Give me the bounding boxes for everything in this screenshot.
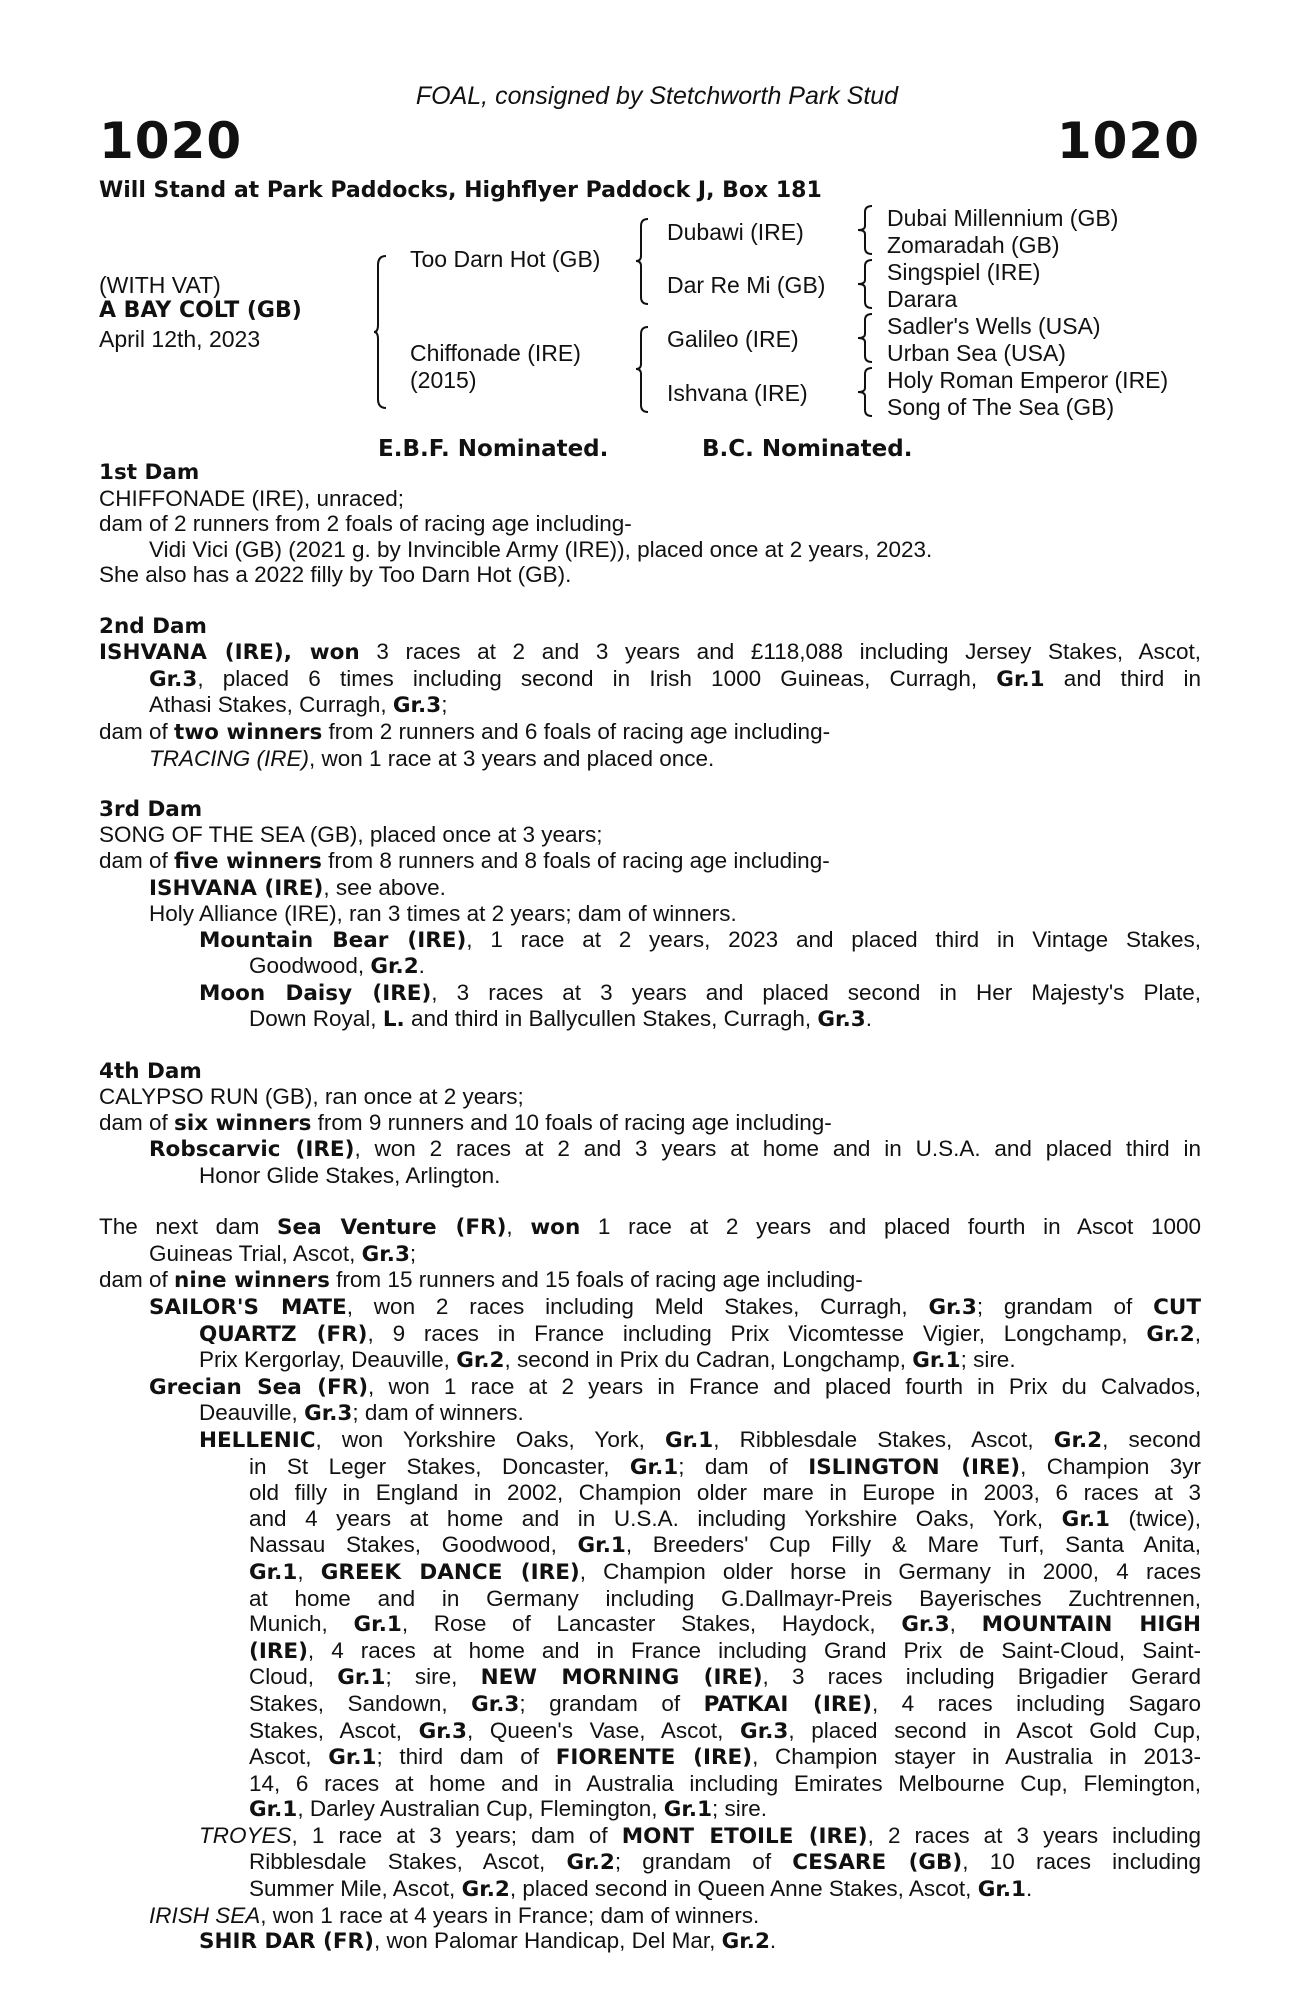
text: ; — [409, 1240, 417, 1266]
text: ; — [441, 692, 448, 718]
text: ; sire, — [385, 1664, 481, 1690]
pedigree-notes — [99, 460, 1201, 1955]
text: , — [297, 1558, 321, 1584]
text: Athasi Stakes, Curragh, — [149, 692, 393, 718]
horse-name: Grecian Sea (FR) — [149, 1374, 369, 1400]
next-dam-line — [99, 1849, 1201, 1876]
horse-name: MONT ETOILE (IRE) — [621, 1823, 868, 1849]
text: and 4 years at home and in U.S.A. including Yorkshire Oaks, York, — [249, 1505, 1062, 1531]
text: , Breeders' Cup Filly & Mare Turf, Santa Anita, — [625, 1532, 1201, 1558]
text: , Darley Australian Cup, Flemington, — [297, 1796, 664, 1822]
text: Deauville, — [199, 1400, 305, 1426]
horse-name: CESARE (GB) — [792, 1850, 963, 1876]
consigner-line: FOAL, consigned by Stetchworth Park Stud — [415, 82, 899, 110]
text: ; grandam of — [614, 1849, 793, 1875]
text: ; dam of winners. — [352, 1400, 524, 1426]
fourth-dam-line: CALYPSO RUN (GB), ran once at 2 years; — [99, 1084, 524, 1110]
next-dam-line: old filly in England in 2002, Champion older mare in Europe in 2003, 6 races at 3 — [249, 1480, 1201, 1506]
first-dam-line: CHIFFONADE (IRE), unraced; — [99, 485, 405, 511]
text: Down Royal, — [249, 1006, 383, 1032]
second-dam-line — [99, 666, 1201, 693]
horse-name: TROYES — [199, 1822, 292, 1848]
text: The next dam — [99, 1214, 278, 1240]
horse-name: NEW MORNING (IRE) — [480, 1665, 763, 1691]
text: , won Yorkshire Oaks, York, — [315, 1426, 665, 1452]
text: Nassau Stakes, Goodwood, — [249, 1532, 578, 1558]
horse-name: Moon Daisy (IRE) — [199, 980, 432, 1006]
text: , — [506, 1214, 531, 1240]
pedigree-bracket-main — [374, 255, 394, 410]
text: dam of — [99, 1267, 175, 1293]
grade: L. — [382, 1007, 405, 1033]
fourth-dam-heading: 4th Dam — [99, 1058, 202, 1084]
text: , won 1 race at 3 years and placed once. — [309, 745, 715, 771]
text: , won 1 race at 2 years in France and placed fourth in Prix du Calvados, — [368, 1373, 1201, 1399]
text: , 1 race at 2 years, 2023 and placed third in Vintage Stakes, — [466, 926, 1202, 952]
bc-nomination: B.C. Nominated. — [702, 436, 913, 462]
pedigree-bracket-dd — [858, 367, 876, 419]
grade: Gr.3 — [928, 1295, 977, 1320]
horse-name: Robscarvic (IRE) — [149, 1137, 355, 1163]
text: . — [1026, 1876, 1033, 1902]
text: from 8 runners and 8 foals of racing age including- — [321, 847, 830, 873]
grade: Gr.3 — [817, 1007, 866, 1033]
next-dam-line — [99, 1532, 1201, 1559]
text: Goodwood, — [249, 953, 371, 979]
winners-count: nine winners — [174, 1268, 330, 1294]
lot-description: A BAY COLT (GB) — [99, 298, 302, 323]
next-dam-line — [99, 1718, 1201, 1745]
text: , won 2 races including Meld Stakes, Curragh, — [346, 1294, 929, 1319]
lot-number-left: 1020 — [99, 112, 243, 170]
fourth-dam-line — [99, 1110, 1201, 1137]
grade: Gr.3 — [392, 693, 442, 719]
text: ; sire. — [960, 1347, 1016, 1373]
text: Cloud, — [249, 1664, 338, 1690]
third-dam-line — [99, 980, 1201, 1007]
text: ; grandam of — [519, 1690, 704, 1716]
text: , Champion stayer in Australia in 2013- — [752, 1744, 1201, 1770]
text: , Ribblesdale Stakes, Ascot, — [713, 1426, 1054, 1452]
text: dam of — [99, 718, 175, 744]
horse-name: MOUNTAIN HIGH — [981, 1612, 1202, 1638]
second-dam-line — [99, 692, 1201, 719]
next-dam-line — [99, 1744, 1201, 1771]
dam-sire-sire: Sadler's Wells (USA) — [887, 313, 1101, 339]
won: won — [530, 1215, 581, 1241]
text: ; dam of — [678, 1453, 809, 1479]
horse-name: IRISH SEA — [149, 1902, 261, 1928]
grade: Gr.1 — [577, 1533, 626, 1559]
second-dam-line — [99, 746, 1201, 772]
sire-sire-dam: Zomaradah (GB) — [887, 232, 1060, 258]
next-dam-line — [99, 1347, 1201, 1374]
horse-name: HELLENIC — [199, 1427, 316, 1453]
fourth-dam-line — [99, 1136, 1201, 1163]
grade: Gr.1 — [337, 1665, 386, 1691]
next-dam-line — [99, 1267, 1201, 1294]
text: 1 race at 2 years and placed fourth in Ascot 1000 — [580, 1214, 1201, 1240]
grade: Gr.1 — [996, 666, 1045, 692]
text: , placed second in Queen Anne Stakes, Ascot, — [509, 1876, 978, 1902]
dam-dam-dam: Song of The Sea (GB) — [887, 394, 1115, 420]
lot-number-right: 1020 — [1056, 112, 1200, 170]
horse-name: GREEK DANCE (IRE) — [320, 1559, 580, 1585]
next-dam-line — [99, 1374, 1201, 1401]
third-dam-line — [99, 848, 1201, 875]
second-dam-heading: 2nd Dam — [99, 613, 207, 639]
foaling-date: April 12th, 2023 — [99, 326, 261, 352]
first-dam-line: dam of 2 runners from 2 foals of racing age including- — [99, 511, 632, 537]
third-dam-line: SONG OF THE SEA (GB), placed once at 3 years; — [99, 822, 603, 848]
horse-name: ISLINGTON (IRE) — [808, 1454, 1021, 1480]
grade: Gr.1 — [912, 1348, 961, 1374]
next-dam-line — [99, 1506, 1201, 1533]
first-dam-heading: 1st Dam — [99, 460, 200, 485]
horse-name: PATKAI (IRE) — [703, 1691, 872, 1717]
grade: Gr.1 — [977, 1877, 1026, 1903]
text: from 9 runners and 10 foals of racing age including- — [311, 1109, 832, 1135]
text: , placed 6 times including second in Irish 1000 Guineas, Curragh, — [197, 665, 997, 691]
sire-dam-sire: Singspiel (IRE) — [887, 259, 1041, 285]
grade: Gr.1 — [249, 1559, 298, 1585]
text: , 4 races including Sagaro — [871, 1690, 1201, 1716]
text: , Queen's Vase, Ascot, — [466, 1717, 741, 1743]
winners-count: two winners — [174, 719, 323, 745]
sire-dam: Dar Re Mi (GB) — [667, 272, 826, 298]
winners-count: six winners — [174, 1110, 312, 1136]
next-dam-line — [99, 1559, 1201, 1586]
text: , won Palomar Handicap, Del Mar, — [373, 1928, 722, 1954]
grade: Gr.1 — [249, 1797, 298, 1823]
text: (twice), — [1109, 1505, 1202, 1531]
text: Stakes, Ascot, — [249, 1717, 419, 1743]
next-dam-line — [99, 1664, 1201, 1691]
grade: Gr.3 — [901, 1612, 950, 1638]
grade: Gr.2 — [456, 1348, 505, 1374]
stand-location: Will Stand at Park Paddocks, Highflyer Paddock J, Box 181 — [99, 178, 822, 203]
grade: Gr.2 — [370, 954, 419, 980]
next-dam-line — [99, 1400, 1201, 1427]
next-dam-line — [99, 1214, 1201, 1241]
grade: Gr.2 — [461, 1877, 510, 1903]
second-dam-line — [99, 719, 1201, 746]
text: , placed second in Ascot Gold Cup, — [788, 1717, 1201, 1743]
ebf-nomination: E.B.F. Nominated. — [378, 436, 609, 462]
text: ; sire. — [712, 1796, 768, 1822]
grade: Gr.2 — [1146, 1321, 1195, 1347]
grade: Gr.3 — [361, 1241, 410, 1267]
next-dam-line — [99, 1294, 1201, 1321]
text: . — [769, 1928, 777, 1954]
third-dam-heading: 3rd Dam — [99, 796, 203, 822]
horse-name: TRACING (IRE) — [149, 745, 309, 771]
sire-sire: Dubawi (IRE) — [667, 219, 804, 245]
text: in St Leger Stakes, Doncaster, — [249, 1453, 630, 1479]
dam-sire-dam: Urban Sea (USA) — [887, 340, 1066, 366]
next-dam-line: at home and in Germany including G.Dallmayr-Preis Bayerisches Zuchtrennen, — [249, 1585, 1201, 1611]
text: Prix Kergorlay, Deauville, — [199, 1347, 457, 1373]
next-dam-line — [99, 1321, 1201, 1348]
text: , 3 races including Brigadier Gerard — [762, 1664, 1201, 1690]
third-dam-line — [99, 1006, 1201, 1033]
horse-name: ISHVANA (IRE) — [149, 875, 324, 901]
grade: Gr.2 — [721, 1929, 770, 1955]
text: Guineas Trial, Ascot, — [149, 1240, 362, 1266]
next-dam-line — [99, 1903, 1201, 1929]
pedigree-bracket-ss — [858, 205, 876, 257]
next-dam-line — [99, 1823, 1201, 1850]
text: and third in Ballycullen Stakes, Curragh, — [404, 1006, 818, 1032]
grade: Gr.1 — [663, 1797, 713, 1823]
pedigree-bracket-sire — [636, 218, 652, 306]
text: , 1 race at 3 years; dam of — [291, 1822, 622, 1848]
dam-year: (2015) — [410, 367, 477, 393]
text: , — [949, 1611, 982, 1637]
text: , Rose of Lancaster Stakes, Haydock, — [401, 1611, 902, 1637]
dam-dam: Ishvana (IRE) — [667, 380, 808, 406]
grade: Gr.1 — [629, 1454, 679, 1480]
next-dam-line — [99, 1427, 1201, 1454]
horse-name: FIORENTE (IRE) — [555, 1745, 753, 1771]
text: , Champion older horse in Germany in 2000, 4 races — [579, 1558, 1201, 1584]
dam-dam-sire: Holy Roman Emperor (IRE) — [887, 367, 1169, 393]
first-dam-line: She also has a 2022 filly by Too Darn Hot (GB). — [99, 562, 572, 588]
next-dam-line — [99, 1241, 1201, 1268]
next-dam-line — [99, 1454, 1201, 1481]
pedigree-bracket-dam — [636, 326, 652, 414]
grade: Gr.2 — [1053, 1427, 1103, 1453]
text: and third in — [1044, 665, 1202, 691]
grade: Gr.3 — [471, 1691, 520, 1717]
text: Summer Mile, Ascot, — [249, 1876, 462, 1902]
horse-name: CUT — [1153, 1295, 1201, 1320]
grade: Gr.2 — [566, 1850, 615, 1876]
text: , second in Prix du Cadran, Longchamp, — [504, 1347, 913, 1373]
grade: Gr.1 — [664, 1427, 714, 1453]
text: , — [1194, 1320, 1201, 1346]
text: , 3 races at 3 years and placed second in Her Majesty's Plate, — [431, 979, 1201, 1005]
grade: Gr.3 — [418, 1718, 467, 1744]
vat-note: (WITH VAT) — [99, 272, 221, 298]
third-dam-line — [99, 927, 1201, 954]
grade: Gr.1 — [353, 1612, 402, 1638]
next-dam-line — [99, 1876, 1201, 1903]
grade: Gr.3 — [304, 1401, 353, 1427]
text: ; grandam of — [976, 1294, 1154, 1319]
horse-name: QUARTZ (FR) — [199, 1321, 368, 1347]
grade: Gr.3 — [149, 666, 198, 692]
next-dam-line — [99, 1611, 1201, 1638]
text: dam of — [99, 1109, 175, 1135]
text: from 2 runners and 6 foals of racing age including- — [322, 718, 831, 744]
text: , 9 races in France including Prix Vicomtesse Vigier, Longchamp, — [367, 1320, 1147, 1346]
sire-dam-dam: Darara — [887, 286, 958, 312]
pedigree-bracket-sd — [858, 259, 876, 311]
text: , see above. — [323, 874, 446, 900]
dam-sire: Galileo (IRE) — [667, 326, 799, 352]
text: Ribblesdale Stakes, Ascot, — [249, 1849, 567, 1875]
grade: Gr.1 — [328, 1745, 377, 1771]
text: . — [865, 1006, 872, 1032]
text: 3 races at 2 and 3 years and £118,088 including Jersey Stakes, Ascot, — [359, 639, 1201, 665]
text: , 4 races at home and in France including Grand Prix de Saint-Cloud, Saint- — [307, 1637, 1201, 1663]
third-dam-line — [99, 875, 1201, 902]
first-dam-line: Vidi Vici (GB) (2021 g. by Invincible Army (IRE)), placed once at 2 years, 2023. — [149, 536, 933, 562]
horse-name: ISHVANA (IRE), won — [99, 640, 360, 666]
text: , second — [1102, 1426, 1202, 1452]
sire-sire-sire: Dubai Millennium (GB) — [887, 205, 1119, 231]
dam: Chiffonade (IRE) — [410, 340, 581, 366]
text: from 15 runners and 15 foals of racing age including- — [329, 1267, 863, 1293]
fourth-dam-line: Honor Glide Stakes, Arlington. — [199, 1163, 501, 1189]
text: . — [418, 953, 425, 979]
text: , 10 races including — [962, 1849, 1201, 1875]
third-dam-line: Holy Alliance (IRE), ran 3 times at 2 years; dam of winners. — [149, 901, 737, 927]
horse-name: Sea Venture (FR) — [277, 1215, 507, 1241]
sire: Too Darn Hot (GB) — [410, 246, 601, 272]
horse-name: SAILOR'S MATE — [149, 1295, 347, 1320]
text: ; third dam of — [376, 1744, 556, 1770]
text: , won 1 race at 4 years in France; dam of winners. — [260, 1902, 760, 1928]
text: , Champion 3yr — [1020, 1453, 1201, 1479]
grade: Gr.1 — [1061, 1506, 1110, 1532]
text: Munich, — [249, 1611, 354, 1637]
horse-name: Mountain Bear (IRE) — [199, 927, 467, 953]
text: dam of — [99, 847, 175, 873]
text: , won 2 races at 2 and 3 years at home and in U.S.A. and placed third in — [354, 1136, 1201, 1162]
second-dam-line — [99, 639, 1201, 666]
text: , 2 races at 3 years including — [867, 1822, 1201, 1848]
next-dam-line — [99, 1691, 1201, 1718]
pedigree-bracket-ds — [858, 313, 876, 365]
horse-name: (IRE) — [249, 1638, 308, 1664]
grade: Gr.3 — [740, 1718, 789, 1744]
third-dam-line — [99, 953, 1201, 980]
text: Stakes, Sandown, — [249, 1690, 472, 1716]
text: Ascot, — [249, 1744, 329, 1770]
horse-name: SHIR DAR (FR) — [199, 1929, 374, 1955]
next-dam-line: 14, 6 races at home and in Australia including Emirates Melbourne Cup, Flemington, — [249, 1770, 1201, 1796]
next-dam-line — [99, 1928, 1201, 1955]
winners-count: five winners — [174, 848, 322, 874]
next-dam-line — [99, 1796, 1201, 1823]
next-dam-line — [99, 1638, 1201, 1665]
